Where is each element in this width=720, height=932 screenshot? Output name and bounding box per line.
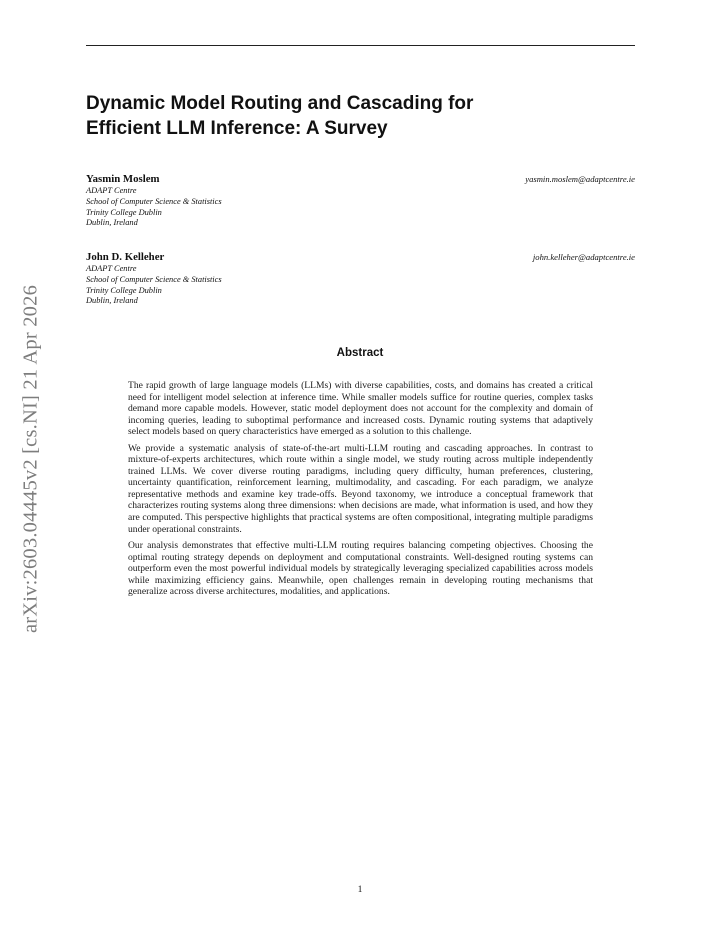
- arxiv-identifier-stamp: arXiv:2603.04445v2 [cs.NI] 21 Apr 2026: [19, 284, 42, 634]
- abstract-heading: Abstract: [336, 347, 384, 359]
- title-line-2: Efficient LLM Inference: A Survey: [86, 118, 388, 139]
- author-email[interactable]: john.kelleher@adaptcentre.ie: [532, 252, 635, 262]
- header-rule: [86, 45, 635, 46]
- abstract-paragraph-1: The rapid growth of large language models (LLMs) with diverse capabilities, costs, and domains has created a critical need for intelligent model selection at inference time. While smaller models suffice for routine queries, complex tasks demand more capable models. However, static model deployment does not account for the complexity and domain of incoming queries, leading to suboptimal performance and increased costs. Dynamic routing systems that adaptively select models based on query characteristics have emerged as a solution to this challenge.: [128, 380, 593, 438]
- page-number: 1: [357, 884, 363, 895]
- abstract-paragraph-3: Our analysis demonstrates that effective multi-LLM routing requires balancing competing objectives. Choosing the optimal routing strategy depends on deployment and computational constraints. Well-designed routing systems can outperform even the most powerful individual models by strategically leveraging specialized capabilities across models while maximizing efficiency gains. Meanwhile, open challenges remain in developing routing mechanisms that generalize across diverse architectures, modalities, and applications.: [128, 540, 593, 598]
- affiliation-line: ADAPT Centre: [86, 264, 137, 273]
- author-name: John D. Kelleher: [86, 251, 165, 263]
- author-block-2: [86, 251, 635, 307]
- abstract-paragraph-2: We provide a systematic analysis of state-of-the-art multi-LLM routing and cascading approaches. In contrast to mixture-of-experts architectures, which route within a single model, we study routing across multiple independently trained LLMs. We cover diverse routing paradigms, including query difficulty, human preferences, clustering, uncertainty quantification, reinforcement learning, multimodality, and cascading. For each paradigm, we analyze representative methods and examine key trade-offs. Beyond taxonomy, we introduce a conceptual framework that characterizes routing systems along three dimensions: when decisions are made, what information is used, and how they are computed. This perspective highlights that practical systems are often compositional, integrating multiple paradigms under operational constraints.: [128, 442, 593, 535]
- affiliation-line: School of Computer Science & Statistics: [86, 196, 222, 206]
- author-email[interactable]: yasmin.moslem@adaptcentre.ie: [525, 174, 635, 184]
- affiliation-line: Dublin, Ireland: [86, 296, 138, 306]
- affiliation-line: Trinity College Dublin: [86, 285, 162, 295]
- affiliation-line: ADAPT Centre: [86, 186, 137, 195]
- paper-title: [86, 91, 606, 141]
- author-block-1: [86, 173, 635, 229]
- affiliation-line: Trinity College Dublin: [86, 207, 162, 217]
- author-name: Yasmin Moslem: [86, 173, 160, 185]
- affiliation-line: Dublin, Ireland: [86, 218, 138, 228]
- abstract-body: [128, 380, 593, 603]
- affiliation-line: School of Computer Science & Statistics: [86, 274, 222, 284]
- title-line-1: Dynamic Model Routing and Cascading for: [86, 93, 474, 114]
